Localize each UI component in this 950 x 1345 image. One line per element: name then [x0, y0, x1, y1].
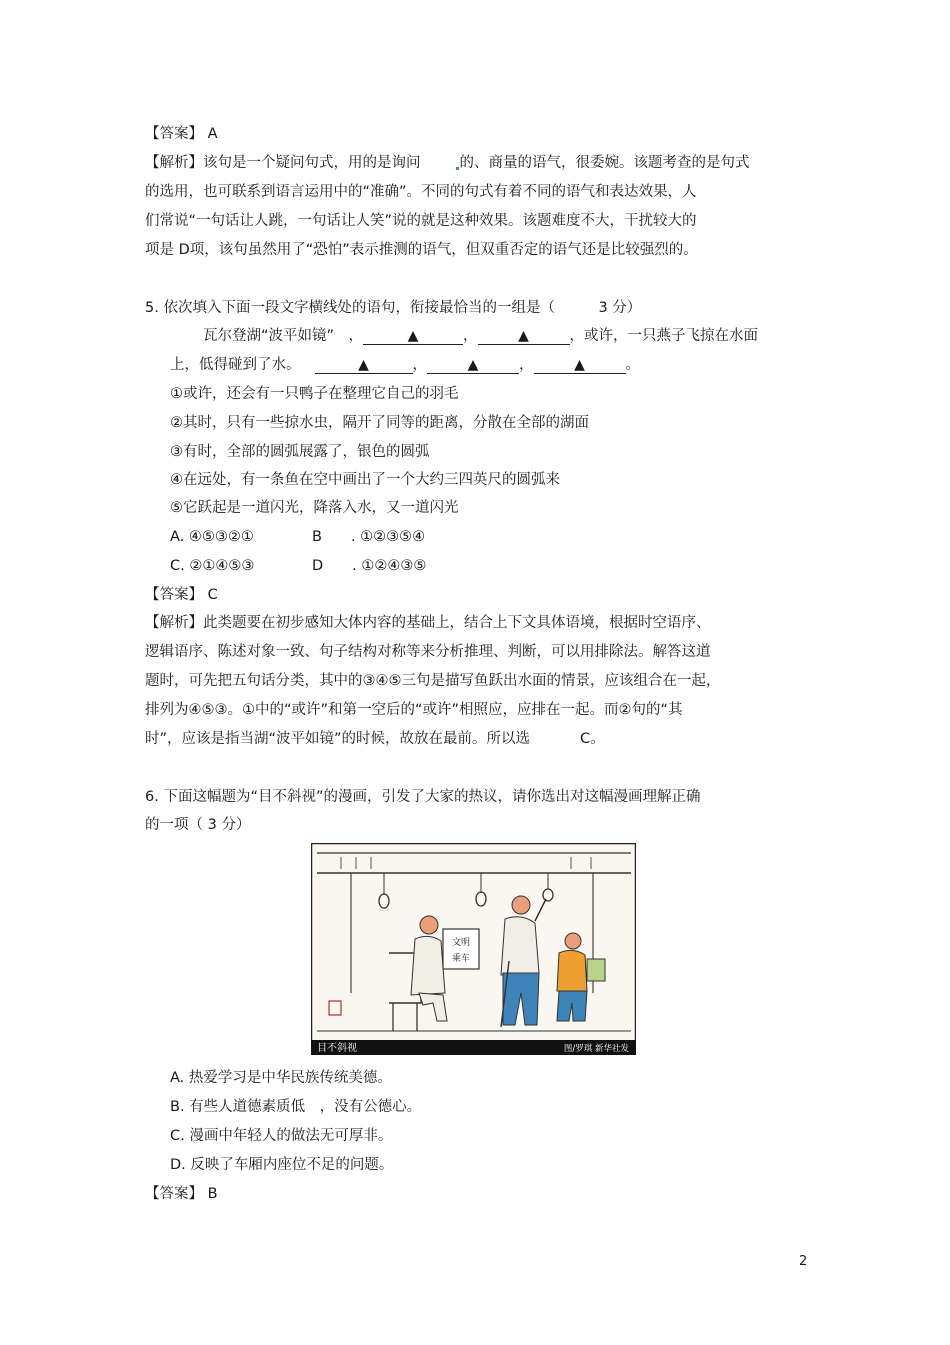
q5-analysis-text: 时”，应该是指当湖“波平如镜”的时候，故放在最前。所以选 [145, 731, 531, 747]
option-letter: A. [170, 1070, 185, 1086]
seated-man-head [420, 916, 438, 934]
q5-analysis-line: 题时，可先把五句话分类，其中的③④⑤三句是描写鱼跃出水面的情景，应该组合在一起， [145, 673, 721, 689]
q6-option-c [170, 1126, 392, 1146]
q4-analysis-line: 的选用，也可联系到语言运用中的“准确”。不同的句式有着不同的语气和表达效果，人 [145, 184, 697, 200]
fill-blank [478, 328, 570, 345]
q5-answer: 【答案】 C [145, 587, 218, 603]
q5-analysis-line: 排列为④⑤③。①中的“或许”和第一空后的“或许”相照应，应排在一起。而②句的“其 [145, 702, 683, 718]
option-text: 有些人道德素质低 ，没有公德心。 [189, 1099, 422, 1115]
q6-option-d [170, 1155, 393, 1175]
fill-blank [315, 357, 413, 374]
q5-option-b [312, 527, 425, 547]
caption-title: 目不斜视 [317, 1043, 357, 1054]
old-man-body [501, 917, 539, 975]
q5-passage-start: 瓦尔登湖“波平如镜” ， [203, 328, 364, 344]
q5-passage-line2 [170, 355, 640, 375]
option-letter: B . [312, 529, 356, 545]
q4-analysis-part2: 的、商量的语气，很委婉。该题考查的是句式 [459, 155, 750, 171]
sign-text-1: 文明 [451, 938, 471, 948]
child-head [565, 933, 581, 949]
triangle-icon: ▲ [407, 328, 419, 344]
option-text: 热爱学习是中华民族传统美德。 [188, 1070, 392, 1086]
option-letter: C. [170, 1128, 185, 1144]
option-text: ①②④③⑤ [361, 558, 427, 574]
option-letter: C. [170, 558, 185, 574]
caption-credit: 图/罗琪 新华社发 [563, 1044, 629, 1054]
seated-man-body [411, 936, 445, 995]
option-text: 反映了车厢内座位不足的问题。 [190, 1157, 394, 1173]
q5-period: 。 [625, 357, 640, 373]
q5-comma: ， [412, 357, 427, 373]
q5-stem: 5. 依次填入下面一段文字横线处的语句，衔接最恰当的一组是（ 3 分） [145, 300, 642, 316]
child-shirt [557, 950, 587, 991]
q6-answer: 【答案】 B [145, 1186, 218, 1202]
q5-analysis-line: 逻辑语序、陈述对象一致、句子结构对称等来分析推理、判断，可以用排除法。解答这道 [145, 644, 711, 660]
fill-blank [363, 328, 463, 345]
old-man-head [512, 896, 530, 914]
q5-item: ③有时，全部的圆弧展露了，银色的圆弧 [170, 444, 430, 460]
option-text: ①②③⑤④ [360, 529, 426, 545]
fill-blank [534, 357, 626, 374]
q5-analysis-line [145, 729, 605, 749]
option-letter: B. [170, 1099, 185, 1115]
cartoon-image [311, 843, 636, 1055]
option-letter: D. [170, 1157, 186, 1173]
q5-option-d [312, 556, 426, 576]
q5-item: ④在远处，有一条鱼在空中画出了一个大约三四英尺的圆弧来 [170, 472, 560, 488]
q4-analysis-line: 项是 D项，该句虽然用了“恐怕”表示推测的语气，但双重否定的语气还是比较强烈的。 [145, 242, 698, 258]
green-dot-mark [456, 167, 459, 170]
option-letter: D . [312, 558, 357, 574]
option-text: 漫画中年轻人的做法无可厚非。 [189, 1128, 393, 1144]
q5-item: ⑤它跃起是一道闪光，降落入水，又一道闪光 [170, 500, 459, 516]
q6-option-b [170, 1097, 421, 1117]
q4-analysis-part1: 【解析】该句是一个疑问句式，用的是询问 [145, 155, 421, 171]
triangle-icon: ▲ [358, 357, 369, 373]
q5-passage-mid: ，或许，一只燕子飞掠在水面 [569, 328, 759, 344]
q6-option-a [170, 1068, 392, 1088]
child-bag [587, 959, 605, 981]
q5-option-a [170, 527, 254, 547]
option-letter: A. [170, 529, 185, 545]
q4-answer: 【答案】 A [145, 126, 218, 142]
option-text: ②①④⑤③ [189, 558, 255, 574]
triangle-icon: ▲ [518, 328, 529, 344]
q5-passage-line2-text: 上，低得碰到了水。 [170, 357, 301, 373]
q5-analysis-line: 【解析】此类题要在初步感知大体内容的基础上，结合上下文具体语境，根据时空语序、 [145, 615, 711, 631]
q6-stem-line: 6. 下面这幅题为“目不斜视”的漫画，引发了大家的热议，请你选出对这幅漫画理解正确 [145, 789, 701, 805]
q5-item: ①或许，还会有一只鸭子在整理它自己的羽毛 [170, 386, 459, 402]
triangle-icon: ▲ [574, 357, 585, 373]
q5-comma: ， [519, 357, 534, 373]
option-text: ④⑤③②① [188, 529, 254, 545]
fill-blank [427, 357, 519, 374]
sign-text-2: 乘车 [451, 954, 471, 964]
page-number: 2 [799, 1254, 808, 1269]
q5-analysis-choice: C。 [580, 731, 605, 747]
q5-option-c [170, 556, 254, 576]
q4-analysis-line [145, 153, 750, 173]
triangle-icon: ▲ [467, 357, 479, 373]
q5-passage-line1 [203, 326, 758, 346]
q5-item: ②其时，只有一些掠水虫，隔开了同等的距离，分散在全部的湖面 [170, 415, 589, 431]
q6-stem-line: 的一项（ 3 分） [145, 817, 251, 833]
q4-analysis-line: 们常说“一句话让人跳，一句话让人笑”说的就是这种效果。该题难度不大，干扰较大的 [145, 213, 697, 229]
q5-comma: ， [463, 328, 478, 344]
